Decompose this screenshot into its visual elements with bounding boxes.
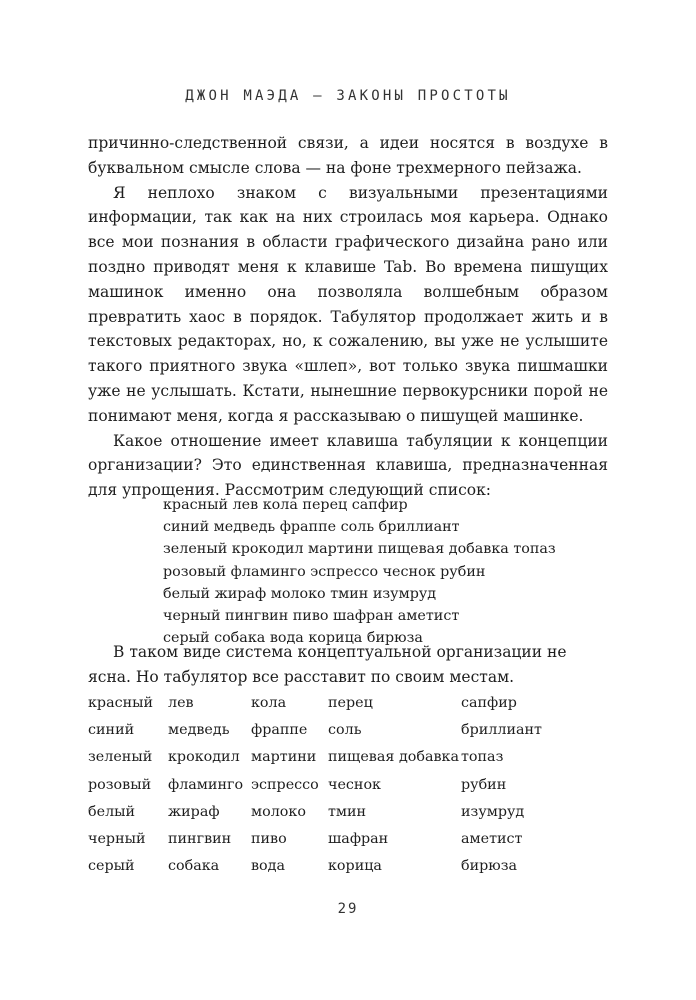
table-cell: пищевая добавка bbox=[328, 749, 459, 766]
table-cell: бриллиант bbox=[461, 721, 542, 738]
table-cell: шафран bbox=[328, 831, 389, 848]
table-cell: медведь bbox=[168, 721, 230, 738]
table-cell: бирюза bbox=[461, 858, 518, 875]
table-cell: молоко bbox=[251, 803, 306, 820]
unorganized-list bbox=[163, 494, 556, 649]
body-text-after-list bbox=[88, 640, 608, 690]
table-cell: синий bbox=[88, 721, 135, 738]
paragraph-continued: причинно-следственной связи, а идеи носятся в воздухе в буквальном смысле слова — на фоне трехмерного пейзажа. bbox=[88, 134, 608, 177]
table-cell: красный bbox=[88, 694, 154, 711]
table-row bbox=[88, 771, 542, 798]
table-row bbox=[88, 744, 542, 771]
list-item: розовый фламинго эспрессо чеснок рубин bbox=[163, 563, 486, 580]
table-cell: жираф bbox=[168, 803, 220, 820]
running-header: ДЖОН МАЭДА — ЗАКОНЫ ПРОСТОТЫ bbox=[185, 88, 511, 104]
list-item: синий медведь фраппе соль бриллиант bbox=[163, 519, 460, 536]
tabulated-table bbox=[88, 689, 542, 880]
table-cell: белый bbox=[88, 803, 136, 820]
table-cell: соль bbox=[328, 721, 362, 738]
paragraph-tab-key: Я неплохо знаком с визуальными презентациями информации, так как на них строилась моя карьера. Однако все мои познания в области графического дизайна рано или поздно приводят меня к клавише Tab. Во времена пишущих машинок именно она позволяла волшебным образом превратить хаос в порядок. Табулятор продолжает жить и в текстовых редакторах, но, к сожалению, вы уже не услышите такого приятного звука «шлеп», вот только звука пишмашки уже не услышать. Кстати, нынешние первокурсники порой не понимают меня, когда я рассказываю о пишущей машинке. bbox=[88, 183, 608, 425]
body-text bbox=[88, 131, 608, 503]
table-row bbox=[88, 716, 542, 743]
table-cell: серый bbox=[88, 858, 135, 875]
table-cell: зеленый bbox=[88, 749, 153, 766]
table-cell: перец bbox=[328, 694, 373, 711]
table-cell: собака bbox=[168, 858, 220, 875]
table-cell: лев bbox=[168, 694, 194, 711]
table-cell: эспрессо bbox=[251, 776, 319, 793]
table-cell: вода bbox=[251, 858, 285, 875]
table-cell: изумруд bbox=[461, 803, 525, 820]
page-number: 29 bbox=[337, 901, 359, 917]
table-cell: фраппе bbox=[251, 721, 308, 738]
paragraph-organization: Какое отношение имеет клавиша табуляции к концепции организации? Это единственная клавиша, предназначенная для упрощения. Рассмотрим следующий список: bbox=[88, 431, 608, 500]
table-cell: аметист bbox=[461, 831, 523, 848]
table-cell: пиво bbox=[251, 831, 287, 848]
list-item: зеленый крокодил мартини пищевая добавка топаз bbox=[163, 541, 556, 558]
list-item: белый жираф молоко тмин изумруд bbox=[163, 585, 437, 602]
table-cell: пингвин bbox=[168, 831, 232, 848]
list-item: серый собака вода корица бирюза bbox=[163, 630, 423, 647]
paragraph-tabulator: В таком виде система концептуальной организации не ясна. Но табулятор все расставит по своим местам. bbox=[88, 643, 567, 686]
table-row bbox=[88, 798, 542, 825]
table-cell: мартини bbox=[251, 749, 317, 766]
table-cell: черный bbox=[88, 831, 146, 848]
table-cell: розовый bbox=[88, 776, 152, 793]
table-row bbox=[88, 825, 542, 852]
list-item: черный пингвин пиво шафран аметист bbox=[163, 608, 460, 625]
table-row bbox=[88, 689, 542, 716]
table-cell: крокодил bbox=[168, 749, 240, 766]
list-item: красный лев кола перец сапфир bbox=[163, 497, 408, 513]
table-cell: тмин bbox=[328, 803, 367, 820]
table-cell: корица bbox=[328, 858, 382, 875]
table-cell: сапфир bbox=[461, 694, 517, 711]
table-cell: кола bbox=[251, 694, 287, 711]
table-cell: чеснок bbox=[328, 776, 381, 793]
table-cell: фламинго bbox=[168, 776, 244, 793]
table-cell: топаз bbox=[461, 749, 504, 766]
table-row bbox=[88, 853, 542, 880]
table-cell: рубин bbox=[461, 776, 507, 793]
